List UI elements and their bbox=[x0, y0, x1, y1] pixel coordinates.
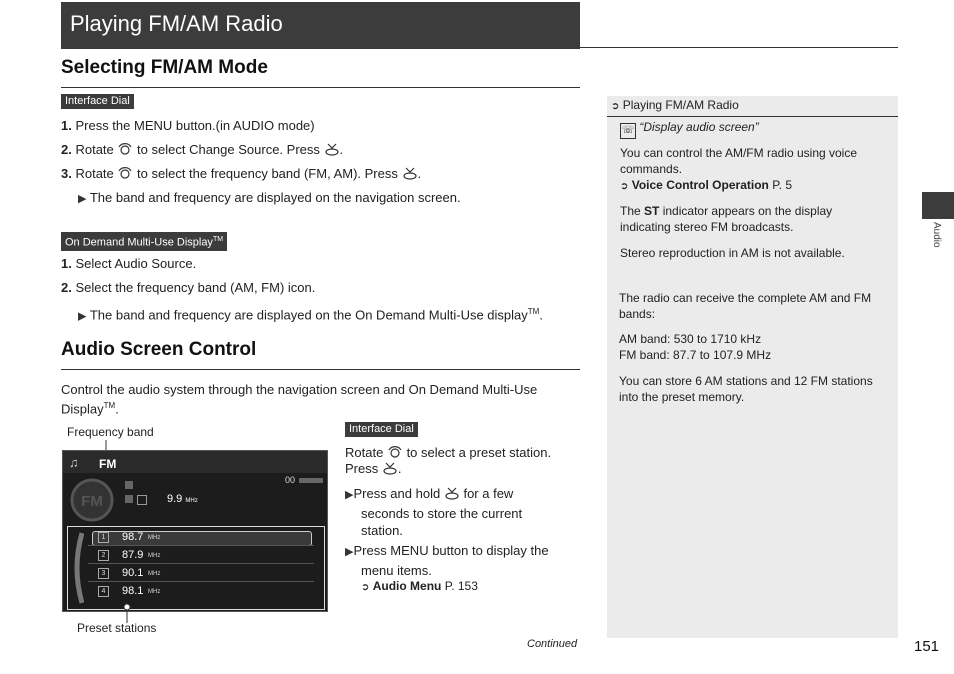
step-text: Rotate bbox=[75, 142, 114, 157]
voice-control-link[interactable] bbox=[620, 177, 792, 195]
link-page: P. 153 bbox=[444, 579, 478, 593]
am-band-range: AM band: 530 to 1710 kHz bbox=[619, 332, 762, 346]
preset-icon bbox=[125, 495, 133, 503]
odmd-step-1 bbox=[61, 256, 196, 272]
press-dial-icon bbox=[402, 166, 418, 180]
instruction-text: Press bbox=[345, 461, 379, 476]
step-text: Rotate bbox=[75, 166, 114, 181]
section-heading-audio-screen: Audio Screen Control bbox=[61, 339, 257, 360]
link-arrow-icon: ➲ bbox=[361, 582, 370, 593]
link-arrow-icon: ➲ bbox=[611, 101, 620, 112]
st-indicator: ST bbox=[644, 204, 660, 218]
current-freq-value: 9.9 bbox=[167, 493, 183, 505]
callout-line bbox=[121, 603, 133, 623]
title-rule bbox=[580, 47, 898, 48]
page-title: Playing FM/AM Radio bbox=[70, 11, 283, 36]
fm-band-range: FM band: 87.7 to 107.9 MHz bbox=[619, 348, 772, 362]
instruction-text: to select a preset station. bbox=[406, 445, 552, 460]
audio-menu-link[interactable] bbox=[361, 578, 478, 596]
preset-freq: 98.7 bbox=[122, 531, 144, 543]
step-text: Press the MENU button.(in AUDIO mode) bbox=[75, 118, 315, 133]
preset-unit: MHz bbox=[148, 535, 161, 541]
tuner-arc-icon bbox=[70, 531, 84, 605]
step-text: . bbox=[339, 142, 344, 157]
svg-text:FM: FM bbox=[81, 493, 103, 510]
chapter-tab-marker bbox=[922, 192, 954, 219]
music-note-icon: ♫ bbox=[69, 455, 79, 470]
instruction-text: Press and hold bbox=[353, 486, 441, 501]
preset-number: 2 bbox=[98, 550, 109, 561]
preset-freq: 98.1 bbox=[122, 585, 144, 597]
step-number: 3. bbox=[61, 166, 72, 181]
result-arrow-icon: ▶ bbox=[78, 310, 87, 323]
preset-freq: 87.9 bbox=[122, 549, 144, 561]
text: The bbox=[620, 204, 641, 218]
odmd-tag-label: On Demand Multi-Use Display bbox=[65, 236, 213, 249]
sidebar-paragraph bbox=[620, 203, 860, 235]
sidebar-header-text: Playing FM/AM Radio bbox=[622, 98, 739, 112]
instruction-text: . bbox=[397, 461, 402, 476]
step-text: . bbox=[417, 166, 422, 181]
instruction-text: station. bbox=[361, 523, 403, 538]
link-arrow-icon: ➲ bbox=[620, 181, 629, 192]
preset-unit: MHz bbox=[148, 553, 161, 559]
sidebar-paragraph: Stereo reproduction in AM is not available. bbox=[620, 246, 845, 260]
press-dial-icon bbox=[324, 142, 340, 156]
step-text: to select bbox=[137, 142, 186, 157]
preset-unit: MHz bbox=[148, 571, 161, 577]
callout-preset-stations: Preset stations bbox=[77, 621, 157, 635]
audio-screen-image bbox=[62, 450, 328, 612]
menu-instruction bbox=[345, 542, 581, 579]
voice-talk-icon: ☏ bbox=[620, 123, 636, 139]
step-number: 1. bbox=[61, 118, 72, 133]
signal-readout: 00 bbox=[285, 475, 296, 485]
intro-text: Control the audio system through the navigation screen and On Demand Multi-Use bbox=[61, 382, 538, 397]
instruction-text: Press MENU button to display the bbox=[353, 543, 549, 558]
sidebar-header bbox=[611, 97, 739, 115]
sidebar-paragraph: The radio can receive the complete AM and FM bands: bbox=[619, 291, 872, 321]
instruction-text: for a few bbox=[463, 486, 514, 501]
step-3-result bbox=[78, 190, 461, 207]
odmd-result bbox=[78, 304, 543, 324]
preset-unit: MHz bbox=[148, 589, 161, 595]
step-number: 2. bbox=[61, 280, 72, 295]
result-arrow-icon: ▶ bbox=[345, 546, 354, 558]
instruction-text: menu items. bbox=[361, 562, 432, 578]
step-number: 1. bbox=[61, 256, 72, 271]
step-number: 2. bbox=[61, 142, 72, 157]
intro-text: Display bbox=[61, 401, 104, 417]
result-end: . bbox=[539, 307, 543, 323]
preset-list bbox=[67, 526, 325, 610]
result-text: The band and frequency are displayed on the navigation screen. bbox=[89, 190, 461, 205]
rotate-instruction bbox=[345, 445, 581, 477]
step-2 bbox=[61, 142, 343, 158]
link-page: P. 5 bbox=[772, 178, 793, 192]
link-label: Audio Menu bbox=[372, 579, 442, 593]
trademark: TM bbox=[527, 307, 540, 316]
sidebar-rule bbox=[607, 116, 898, 117]
signal-meter bbox=[299, 478, 323, 483]
step-text: Select the frequency band (AM, FM) icon. bbox=[75, 280, 316, 295]
voice-quote: “Display audio screen” bbox=[639, 120, 759, 134]
band-label: FM bbox=[99, 457, 117, 471]
odmd-tag bbox=[61, 232, 227, 251]
press-dial-icon bbox=[382, 461, 398, 475]
preset-number: 4 bbox=[98, 586, 109, 597]
row-divider bbox=[88, 545, 314, 546]
interface-dial-tag: Interface Dial bbox=[345, 422, 418, 437]
intro-end: . bbox=[115, 401, 119, 417]
instruction-text: seconds to store the current bbox=[361, 505, 523, 521]
row-divider bbox=[88, 581, 314, 582]
continued-label: Continued bbox=[527, 638, 578, 650]
instruction-text: Rotate bbox=[345, 445, 384, 460]
step-1 bbox=[61, 118, 315, 134]
result-arrow-icon: ▶ bbox=[78, 193, 87, 205]
sidebar-paragraph: You can control the AM/FM radio using voice commands. bbox=[620, 146, 858, 176]
current-freq-unit: MHz bbox=[185, 498, 198, 504]
step-3 bbox=[61, 166, 421, 182]
page-number: 151 bbox=[914, 638, 940, 655]
rotate-dial-icon bbox=[387, 445, 403, 459]
step-text: to select the frequency band (FM, AM). Press bbox=[137, 166, 398, 181]
press-dial-icon bbox=[444, 486, 460, 500]
text: indicator appears on the display indicating stereo FM broadcasts. bbox=[620, 204, 833, 234]
hold-instruction bbox=[345, 485, 581, 540]
fm-emblem-icon bbox=[69, 477, 115, 523]
audio-intro bbox=[61, 382, 581, 417]
preset-number: 3 bbox=[98, 568, 109, 579]
section-heading-fm-am-mode: Selecting FM/AM Mode bbox=[61, 57, 268, 78]
current-frequency bbox=[167, 493, 198, 505]
interface-dial-tag: Interface Dial bbox=[61, 94, 134, 109]
rotate-dial-icon bbox=[117, 166, 133, 180]
tag-icon bbox=[125, 481, 133, 489]
voice-command bbox=[620, 119, 890, 139]
heading-rule bbox=[61, 87, 580, 88]
result-arrow-icon: ▶ bbox=[345, 489, 354, 501]
trademark: TM bbox=[103, 401, 116, 410]
callout-frequency-band: Frequency band bbox=[67, 425, 154, 439]
link-label: Voice Control Operation bbox=[631, 178, 769, 192]
preset-icon bbox=[137, 495, 147, 505]
menu-item-audio-source: Audio Source bbox=[114, 256, 193, 271]
rotate-dial-icon bbox=[117, 142, 133, 156]
chapter-tab-label: Audio bbox=[931, 222, 942, 248]
result-text: The band and frequency are displayed on the On Demand Multi-Use display bbox=[89, 307, 528, 323]
odmd-step-2 bbox=[61, 280, 315, 296]
heading-rule bbox=[61, 369, 580, 370]
step-text: . bbox=[192, 256, 197, 271]
menu-item-change-source: Change Source bbox=[189, 142, 280, 157]
step-text: . Press bbox=[279, 142, 320, 157]
step-text: Select bbox=[75, 256, 112, 271]
preset-freq: 90.1 bbox=[122, 567, 144, 579]
row-divider bbox=[88, 563, 314, 564]
trademark: TM bbox=[212, 236, 224, 243]
preset-number: 1 bbox=[98, 532, 109, 543]
sidebar-paragraph: You can store 6 AM stations and 12 FM stations into the preset memory. bbox=[619, 374, 873, 404]
page-title-bar bbox=[61, 2, 580, 49]
